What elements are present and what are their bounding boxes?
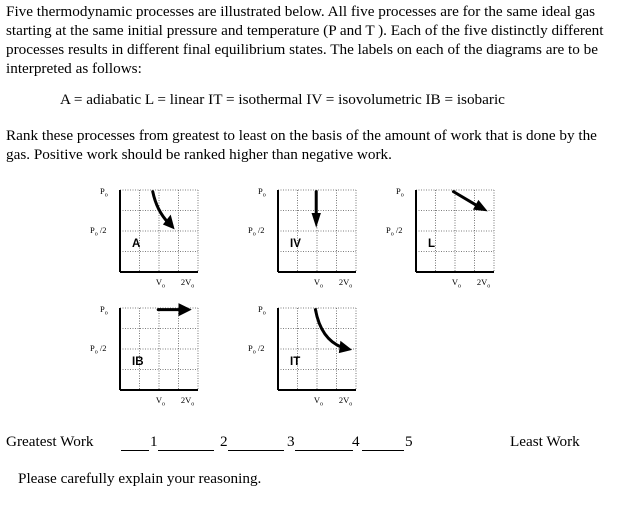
intro-paragraph: Five thermodynamic processes are illustrated below. All five processes are for the same ideal gas starting at the same initial pressure and temperature (P and T ). Each of the five distinctly different processes results in different final equilibrium states. The labels on each of the diagrams are to be interpreted as follows: [6, 3, 604, 77]
rank-number-3: 3 [287, 433, 295, 450]
two-v0-axis-label: $2V_o$ [338, 395, 353, 408]
process-arrow [158, 303, 192, 316]
two-v0-axis-label: $2V_o$ [180, 395, 195, 408]
p0-half-axis-label: $P_o$ /2 [90, 343, 107, 356]
pv-diagram-it [248, 304, 378, 418]
pv-diagram-ib [90, 304, 220, 418]
process-arrow [153, 192, 175, 230]
two-v0-axis-label: $2V_o$ [476, 277, 491, 290]
pv-graph [278, 190, 358, 274]
pv-diagram-iv [248, 186, 378, 300]
p0-axis-label: $P_o$ [100, 186, 108, 199]
two-v0-axis-label: $2V_o$ [180, 277, 195, 290]
two-v0-axis-label: $2V_o$ [338, 277, 353, 290]
pv-graph [278, 308, 358, 392]
process-arrow [453, 192, 487, 212]
rank-blank-4[interactable] [362, 450, 404, 451]
reasoning-prompt: Please carefully explain your reasoning. [18, 470, 262, 487]
process-legend: A = adiabatic L = linear IT = isothermal IV = isovolumetric IB = isobaric [60, 91, 505, 108]
rank-number-1: 1 [150, 433, 158, 450]
p0-half-axis-label: $P_o$ /2 [248, 225, 265, 238]
rank-blank-2[interactable] [228, 450, 284, 451]
rank-blank-3[interactable] [295, 450, 353, 451]
ranking-row [6, 433, 636, 457]
instruction-paragraph: Rank these processes from greatest to least on the basis of the amount of work that is done by the gas. Positive work should be ranked higher than negative work. [6, 127, 597, 163]
pv-graph [120, 190, 200, 274]
p0-half-axis-label: $P_o$ /2 [248, 343, 265, 356]
process-tag: L [428, 238, 436, 250]
v0-axis-label: $V_o$ [155, 395, 166, 408]
least-work-label: Least Work [510, 433, 580, 450]
p0-axis-label: $P_o$ [100, 304, 108, 317]
v0-axis-label: $V_o$ [155, 277, 166, 290]
v0-axis-label: $V_o$ [451, 277, 462, 290]
pv-graph [120, 308, 200, 392]
pv-graph [416, 190, 496, 274]
v0-axis-label: $V_o$ [313, 277, 324, 290]
v0-axis-label: $V_o$ [313, 395, 324, 408]
process-tag: IV [290, 238, 301, 250]
p0-half-axis-label: $P_o$ /2 [386, 225, 403, 238]
p0-axis-label: $P_o$ [258, 186, 266, 199]
rank-number-5: 5 [405, 433, 413, 450]
p0-axis-label: $P_o$ [396, 186, 404, 199]
greatest-work-label: Greatest Work [6, 433, 94, 450]
rank-number-4: 4 [352, 433, 360, 450]
p0-axis-label: $P_o$ [258, 304, 266, 317]
process-tag: IT [290, 356, 301, 368]
rank-blank-0[interactable] [121, 450, 149, 451]
pv-diagram-a [90, 186, 220, 300]
pv-diagram-l [386, 186, 516, 300]
p0-half-axis-label: $P_o$ /2 [90, 225, 107, 238]
process-tag: A [132, 238, 141, 250]
rank-number-2: 2 [220, 433, 228, 450]
rank-blank-1[interactable] [158, 450, 214, 451]
process-tag: IB [132, 356, 144, 368]
process-arrow [315, 310, 352, 353]
process-arrow [312, 192, 321, 228]
